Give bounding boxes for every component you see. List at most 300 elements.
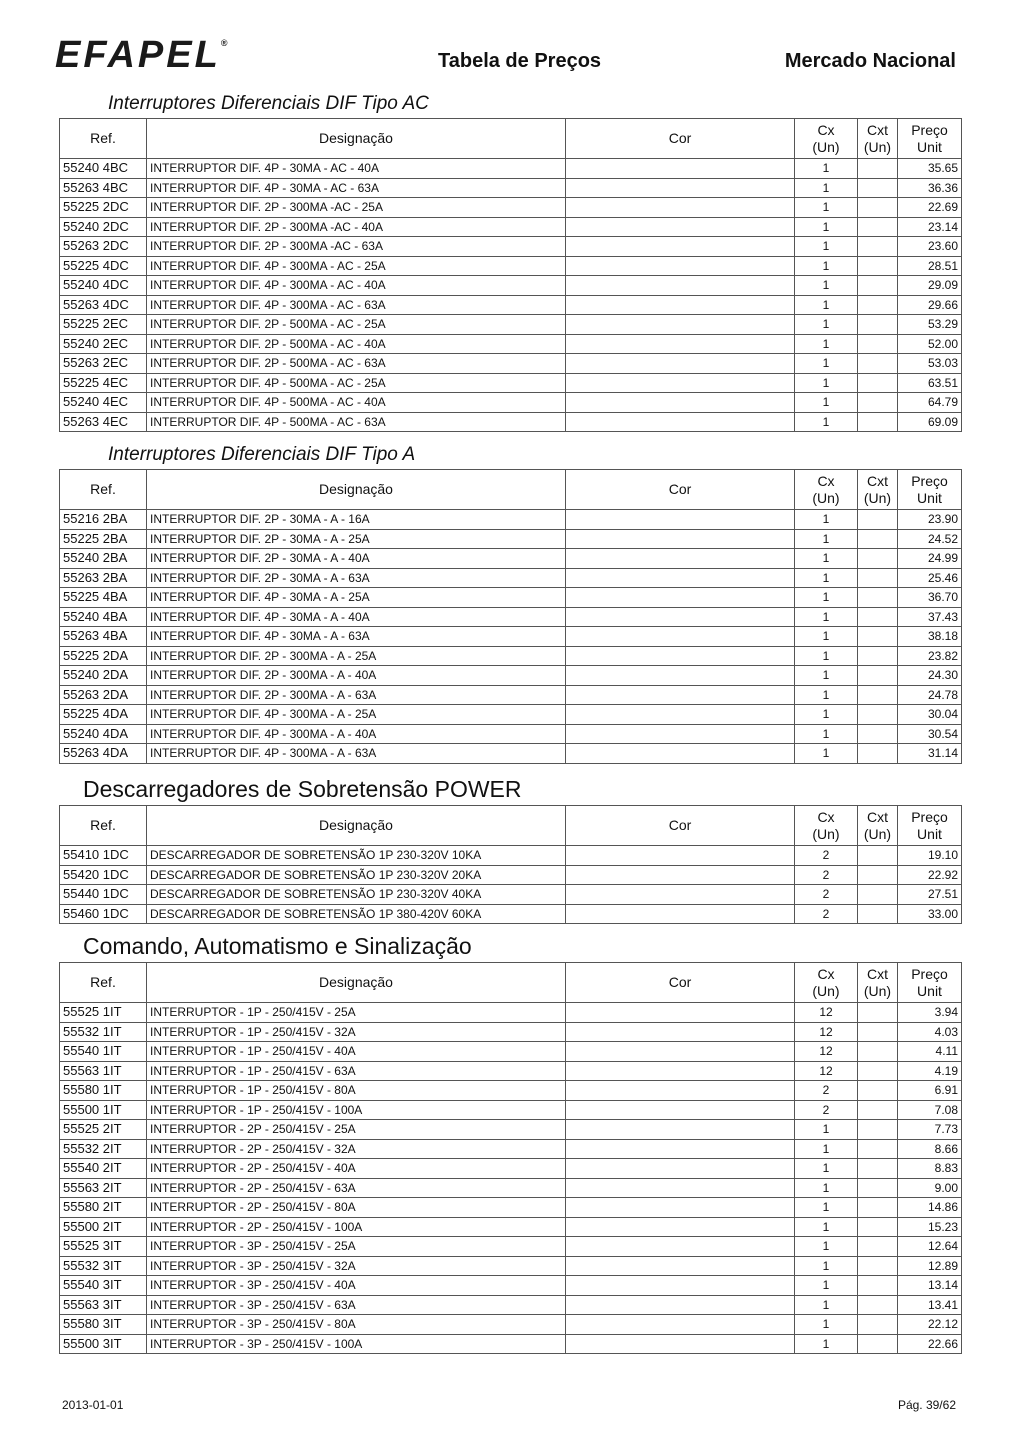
- color-cell: [566, 373, 795, 393]
- color-cell: [566, 1315, 795, 1335]
- cx-cell: 1: [795, 705, 858, 725]
- col-cxt-header-text: (Un): [863, 138, 892, 155]
- designation-cell: INTERRUPTOR - 1P - 250/415V - 100A: [147, 1100, 566, 1120]
- cx-cell: 1: [795, 1139, 858, 1159]
- designation-cell: INTERRUPTOR - 2P - 250/415V - 40A: [147, 1159, 566, 1179]
- table-row: [60, 198, 962, 218]
- col-cx-header-text: Cx: [817, 808, 835, 825]
- price-cell: 8.83: [898, 1159, 962, 1179]
- price-cell: 29.09: [898, 276, 962, 296]
- cxt-cell: [858, 865, 898, 885]
- ref-cell: 55500 2IT: [60, 1217, 147, 1237]
- ref-cell: 55263 4BC: [60, 178, 147, 198]
- designation-cell: INTERRUPTOR DIF. 4P - 500MA - AC - 25A: [147, 373, 566, 393]
- col-cx-header-text: Cx: [817, 121, 835, 138]
- price-cell: 6.91: [898, 1081, 962, 1101]
- color-cell: [566, 865, 795, 885]
- cx-cell: 1: [795, 1120, 858, 1140]
- color-cell: [566, 217, 795, 237]
- price-cell: 22.92: [898, 865, 962, 885]
- price-cell: 35.65: [898, 159, 962, 179]
- color-cell: [566, 1276, 795, 1296]
- color-cell: [566, 1139, 795, 1159]
- ref-cell: 55500 3IT: [60, 1334, 147, 1354]
- table-header-row: [60, 806, 962, 846]
- table-row: [60, 237, 962, 257]
- price-cell: 13.14: [898, 1276, 962, 1296]
- price-cell: 12.89: [898, 1256, 962, 1276]
- cx-cell: 1: [795, 354, 858, 374]
- color-cell: [566, 1178, 795, 1198]
- price-cell: 28.51: [898, 256, 962, 276]
- col-cx-header-text: Cx: [817, 965, 835, 982]
- cxt-cell: [858, 904, 898, 924]
- col-color-header: [566, 806, 795, 846]
- color-cell: [566, 393, 795, 413]
- cx-cell: 1: [795, 568, 858, 588]
- color-cell: [566, 607, 795, 627]
- cxt-cell: [858, 393, 898, 413]
- cxt-cell: [858, 646, 898, 666]
- col-cxt-header: [858, 963, 898, 1003]
- color-cell: [566, 295, 795, 315]
- cx-cell: 1: [795, 588, 858, 608]
- designation-cell: INTERRUPTOR - 1P - 250/415V - 40A: [147, 1042, 566, 1062]
- cxt-cell: [858, 510, 898, 530]
- designation-cell: INTERRUPTOR DIF. 2P - 300MA -AC - 63A: [147, 237, 566, 257]
- designation-cell: INTERRUPTOR - 2P - 250/415V - 32A: [147, 1139, 566, 1159]
- cx-cell: 2: [795, 865, 858, 885]
- price-cell: 33.00: [898, 904, 962, 924]
- color-cell: [566, 666, 795, 686]
- cxt-cell: [858, 1120, 898, 1140]
- price-cell: 9.00: [898, 1178, 962, 1198]
- col-designation-header-text: Designação: [319, 974, 393, 990]
- col-cx-header: [795, 470, 858, 510]
- page-title: Tabela de Preços: [438, 50, 602, 72]
- cx-cell: 12: [795, 1003, 858, 1023]
- table-row: [60, 1061, 962, 1081]
- col-cx-header: [795, 119, 858, 159]
- col-cx-header-text: (Un): [812, 489, 840, 506]
- table-row: [60, 295, 962, 315]
- table-row: [60, 217, 962, 237]
- designation-cell: INTERRUPTOR - 3P - 250/415V - 40A: [147, 1276, 566, 1296]
- table-row: [60, 588, 962, 608]
- table-row: [60, 393, 962, 413]
- cxt-cell: [858, 1315, 898, 1335]
- cx-cell: 1: [795, 412, 858, 432]
- price-cell: 69.09: [898, 412, 962, 432]
- designation-cell: INTERRUPTOR DIF. 2P - 300MA -AC - 25A: [147, 198, 566, 218]
- col-cx-header: [795, 963, 858, 1003]
- col-designation-header: [147, 806, 566, 846]
- col-cx-header-text: (Un): [812, 825, 840, 842]
- designation-cell: INTERRUPTOR DIF. 4P - 500MA - AC - 40A: [147, 393, 566, 413]
- cxt-cell: [858, 1042, 898, 1062]
- cx-cell: 1: [795, 256, 858, 276]
- cx-cell: 12: [795, 1042, 858, 1062]
- price-cell: 63.51: [898, 373, 962, 393]
- designation-cell: INTERRUPTOR DIF. 2P - 500MA - AC - 25A: [147, 315, 566, 335]
- col-cxt-header: [858, 806, 898, 846]
- col-color-header: [566, 470, 795, 510]
- cxt-cell: [858, 1237, 898, 1257]
- color-cell: [566, 1042, 795, 1062]
- cx-cell: 12: [795, 1061, 858, 1081]
- col-cx-header-text: (Un): [812, 138, 840, 155]
- cx-cell: 2: [795, 885, 858, 905]
- price-cell: 23.90: [898, 510, 962, 530]
- color-cell: [566, 744, 795, 764]
- cx-cell: 1: [795, 1295, 858, 1315]
- price-cell: 14.86: [898, 1198, 962, 1218]
- cx-cell: 2: [795, 846, 858, 866]
- price-cell: 3.94: [898, 1003, 962, 1023]
- col-ref-header-text: Ref.: [90, 974, 116, 990]
- designation-cell: DESCARREGADOR DE SOBRETENSÃO 1P 380-420V 60KA: [147, 904, 566, 924]
- designation-cell: INTERRUPTOR - 2P - 250/415V - 25A: [147, 1120, 566, 1140]
- cx-cell: 1: [795, 198, 858, 218]
- cx-cell: 1: [795, 529, 858, 549]
- col-ref-header: [60, 119, 147, 159]
- designation-cell: INTERRUPTOR DIF. 2P - 30MA - A - 40A: [147, 549, 566, 569]
- color-cell: [566, 237, 795, 257]
- price-cell: 22.12: [898, 1315, 962, 1335]
- col-price-header: [898, 119, 962, 159]
- cx-cell: 1: [795, 1256, 858, 1276]
- designation-cell: INTERRUPTOR DIF. 4P - 30MA - A - 63A: [147, 627, 566, 647]
- color-cell: [566, 529, 795, 549]
- cx-cell: 1: [795, 1276, 858, 1296]
- col-color-header: [566, 963, 795, 1003]
- col-ref-header: [60, 806, 147, 846]
- price-cell: 12.64: [898, 1237, 962, 1257]
- ref-cell: 55263 2DC: [60, 237, 147, 257]
- col-cxt-header: [858, 119, 898, 159]
- color-cell: [566, 904, 795, 924]
- color-cell: [566, 1120, 795, 1140]
- cx-cell: 12: [795, 1022, 858, 1042]
- cxt-cell: [858, 744, 898, 764]
- price-cell: 53.29: [898, 315, 962, 335]
- col-ref-header-text: Ref.: [90, 817, 116, 833]
- cx-cell: 2: [795, 1081, 858, 1101]
- section-1: [59, 441, 961, 764]
- cxt-cell: [858, 568, 898, 588]
- color-cell: [566, 705, 795, 725]
- designation-cell: INTERRUPTOR DIF. 4P - 300MA - AC - 25A: [147, 256, 566, 276]
- cxt-cell: [858, 178, 898, 198]
- color-cell: [566, 1100, 795, 1120]
- designation-cell: INTERRUPTOR DIF. 2P - 500MA - AC - 63A: [147, 354, 566, 374]
- table-row: [60, 705, 962, 725]
- designation-cell: DESCARREGADOR DE SOBRETENSÃO 1P 230-320V 40KA: [147, 885, 566, 905]
- cx-cell: 1: [795, 393, 858, 413]
- ref-cell: 55240 2DA: [60, 666, 147, 686]
- ref-cell: 55240 2DC: [60, 217, 147, 237]
- table-row: [60, 1159, 962, 1179]
- table-row: [60, 1139, 962, 1159]
- col-designation-header: [147, 119, 566, 159]
- table-row: [60, 865, 962, 885]
- table-row: [60, 1120, 962, 1140]
- table-row: [60, 646, 962, 666]
- col-cxt-header: [858, 470, 898, 510]
- ref-cell: 55410 1DC: [60, 846, 147, 866]
- designation-cell: INTERRUPTOR DIF. 4P - 300MA - A - 40A: [147, 724, 566, 744]
- price-cell: 24.78: [898, 685, 962, 705]
- color-cell: [566, 627, 795, 647]
- ref-cell: 55225 2BA: [60, 529, 147, 549]
- cx-cell: 2: [795, 1100, 858, 1120]
- color-cell: [566, 1159, 795, 1179]
- designation-cell: DESCARREGADOR DE SOBRETENSÃO 1P 230-320V 10KA: [147, 846, 566, 866]
- designation-cell: INTERRUPTOR - 2P - 250/415V - 100A: [147, 1217, 566, 1237]
- col-cx-header: [795, 806, 858, 846]
- ref-cell: 55540 1IT: [60, 1042, 147, 1062]
- ref-cell: 55225 4BA: [60, 588, 147, 608]
- cxt-cell: [858, 1334, 898, 1354]
- cx-cell: 1: [795, 1315, 858, 1335]
- table-row: [60, 315, 962, 335]
- cxt-cell: [858, 1256, 898, 1276]
- price-cell: 25.46: [898, 568, 962, 588]
- table-row: [60, 1178, 962, 1198]
- section-2: [59, 773, 961, 924]
- col-designation-header: [147, 470, 566, 510]
- ref-cell: 55580 3IT: [60, 1315, 147, 1335]
- cx-cell: 1: [795, 1159, 858, 1179]
- designation-cell: INTERRUPTOR DIF. 4P - 30MA - A - 40A: [147, 607, 566, 627]
- color-cell: [566, 256, 795, 276]
- ref-cell: 55240 4DC: [60, 276, 147, 296]
- cxt-cell: [858, 885, 898, 905]
- designation-cell: INTERRUPTOR DIF. 2P - 300MA - A - 25A: [147, 646, 566, 666]
- color-cell: [566, 1334, 795, 1354]
- cxt-cell: [858, 295, 898, 315]
- col-cxt-header-text: Cxt: [867, 808, 888, 825]
- table-row: [60, 904, 962, 924]
- ref-cell: 55440 1DC: [60, 885, 147, 905]
- price-cell: 23.14: [898, 217, 962, 237]
- color-cell: [566, 1003, 795, 1023]
- col-price-header-text: Unit: [917, 825, 942, 842]
- cxt-cell: [858, 549, 898, 569]
- ref-cell: 55500 1IT: [60, 1100, 147, 1120]
- designation-cell: INTERRUPTOR - 3P - 250/415V - 25A: [147, 1237, 566, 1257]
- col-price-header-text: Preço: [911, 472, 948, 489]
- cx-cell: 1: [795, 724, 858, 744]
- cxt-cell: [858, 588, 898, 608]
- section-title: Comando, Automatismo e Sinalização: [83, 933, 472, 959]
- table-row: [60, 354, 962, 374]
- cxt-cell: [858, 1295, 898, 1315]
- designation-cell: INTERRUPTOR - 3P - 250/415V - 100A: [147, 1334, 566, 1354]
- table-row: [60, 1042, 962, 1062]
- table-row: [60, 549, 962, 569]
- col-price-header-text: Preço: [911, 121, 948, 138]
- price-cell: 7.73: [898, 1120, 962, 1140]
- page-number: Pág. 39/62: [897, 1398, 956, 1412]
- col-ref-header: [60, 963, 147, 1003]
- ref-cell: 55263 2BA: [60, 568, 147, 588]
- color-cell: [566, 568, 795, 588]
- table-row: [60, 1315, 962, 1335]
- cx-cell: 1: [795, 1217, 858, 1237]
- cx-cell: 1: [795, 315, 858, 335]
- col-cxt-header-text: (Un): [863, 982, 892, 999]
- col-color-header-text: Cor: [668, 481, 692, 497]
- price-cell: 27.51: [898, 885, 962, 905]
- ref-cell: 55563 3IT: [60, 1295, 147, 1315]
- col-cxt-header-text: Cxt: [867, 472, 888, 489]
- ref-cell: 55240 2BA: [60, 549, 147, 569]
- designation-cell: INTERRUPTOR DIF. 2P - 30MA - A - 63A: [147, 568, 566, 588]
- ref-cell: 55225 4DA: [60, 705, 147, 725]
- table-row: [60, 256, 962, 276]
- price-cell: 36.70: [898, 588, 962, 608]
- designation-cell: INTERRUPTOR - 2P - 250/415V - 80A: [147, 1198, 566, 1218]
- price-cell: 38.18: [898, 627, 962, 647]
- col-price-header: [898, 806, 962, 846]
- efapel-logo: EFAPEL®: [55, 34, 228, 76]
- cxt-cell: [858, 1100, 898, 1120]
- table-row: [60, 627, 962, 647]
- table-row: [60, 1003, 962, 1023]
- cxt-cell: [858, 315, 898, 335]
- ref-cell: 55563 2IT: [60, 1178, 147, 1198]
- designation-cell: INTERRUPTOR DIF. 2P - 500MA - AC - 40A: [147, 334, 566, 354]
- color-cell: [566, 1237, 795, 1257]
- cx-cell: 1: [795, 549, 858, 569]
- color-cell: [566, 685, 795, 705]
- cxt-cell: [858, 276, 898, 296]
- designation-cell: DESCARREGADOR DE SOBRETENSÃO 1P 230-320V 20KA: [147, 865, 566, 885]
- table-row: [60, 529, 962, 549]
- col-ref-header: [60, 470, 147, 510]
- designation-cell: INTERRUPTOR DIF. 2P - 30MA - A - 25A: [147, 529, 566, 549]
- ref-cell: 55525 2IT: [60, 1120, 147, 1140]
- cxt-cell: [858, 256, 898, 276]
- color-cell: [566, 549, 795, 569]
- cx-cell: 1: [795, 510, 858, 530]
- designation-cell: INTERRUPTOR - 2P - 250/415V - 63A: [147, 1178, 566, 1198]
- section-0: [59, 90, 961, 432]
- designation-cell: INTERRUPTOR DIF. 2P - 300MA -AC - 40A: [147, 217, 566, 237]
- color-cell: [566, 315, 795, 335]
- cx-cell: 1: [795, 159, 858, 179]
- cx-cell: 1: [795, 607, 858, 627]
- ref-cell: 55240 4DA: [60, 724, 147, 744]
- price-cell: 8.66: [898, 1139, 962, 1159]
- cxt-cell: [858, 685, 898, 705]
- ref-cell: 55240 4BA: [60, 607, 147, 627]
- col-designation-header-text: Designação: [319, 481, 393, 497]
- designation-cell: INTERRUPTOR DIF. 4P - 300MA - A - 63A: [147, 744, 566, 764]
- ref-cell: 55532 3IT: [60, 1256, 147, 1276]
- ref-cell: 55263 4DA: [60, 744, 147, 764]
- table-header-row: [60, 963, 962, 1003]
- color-cell: [566, 646, 795, 666]
- cx-cell: 1: [795, 1237, 858, 1257]
- cxt-cell: [858, 237, 898, 257]
- table-row: [60, 159, 962, 179]
- color-cell: [566, 1061, 795, 1081]
- table-header-row: [60, 470, 962, 510]
- cx-cell: 2: [795, 904, 858, 924]
- col-cx-header-text: (Un): [812, 982, 840, 999]
- cxt-cell: [858, 412, 898, 432]
- table-row: [60, 1198, 962, 1218]
- col-price-header-text: Preço: [911, 965, 948, 982]
- col-cxt-header-text: (Un): [863, 489, 892, 506]
- price-cell: 24.30: [898, 666, 962, 686]
- price-cell: 4.03: [898, 1022, 962, 1042]
- designation-cell: INTERRUPTOR DIF. 2P - 300MA - A - 63A: [147, 685, 566, 705]
- designation-cell: INTERRUPTOR DIF. 4P - 300MA - AC - 40A: [147, 276, 566, 296]
- table-row: [60, 334, 962, 354]
- cx-cell: 1: [795, 276, 858, 296]
- price-cell: 4.11: [898, 1042, 962, 1062]
- cxt-cell: [858, 354, 898, 374]
- col-designation-header: [147, 963, 566, 1003]
- color-cell: [566, 846, 795, 866]
- market-label: Mercado Nacional: [784, 50, 956, 72]
- designation-cell: INTERRUPTOR DIF. 4P - 30MA - A - 25A: [147, 588, 566, 608]
- section-title: Descarregadores de Sobretensão POWER: [83, 776, 522, 802]
- col-cxt-header-text: Cxt: [867, 965, 888, 982]
- price-cell: 64.79: [898, 393, 962, 413]
- price-cell: 19.10: [898, 846, 962, 866]
- cxt-cell: [858, 1198, 898, 1218]
- table-row: [60, 846, 962, 866]
- section-title: Interruptores Diferenciais DIF Tipo AC: [108, 93, 429, 114]
- table-row: [60, 744, 962, 764]
- table-row: [60, 1022, 962, 1042]
- table-header-row: [60, 119, 962, 159]
- color-cell: [566, 334, 795, 354]
- table-row: [60, 412, 962, 432]
- price-cell: 24.52: [898, 529, 962, 549]
- cxt-cell: [858, 529, 898, 549]
- cx-cell: 1: [795, 373, 858, 393]
- ref-cell: 55240 4EC: [60, 393, 147, 413]
- color-cell: [566, 588, 795, 608]
- ref-cell: 55563 1IT: [60, 1061, 147, 1081]
- table-row: [60, 568, 962, 588]
- table-row: [60, 276, 962, 296]
- ref-cell: 55263 2EC: [60, 354, 147, 374]
- col-color-header-text: Cor: [668, 974, 692, 990]
- table-row: [60, 178, 962, 198]
- color-cell: [566, 1217, 795, 1237]
- cx-cell: 1: [795, 1334, 858, 1354]
- table-row: [60, 1276, 962, 1296]
- price-cell: 36.36: [898, 178, 962, 198]
- cx-cell: 1: [795, 295, 858, 315]
- color-cell: [566, 510, 795, 530]
- col-price-header: [898, 963, 962, 1003]
- col-designation-header-text: Designação: [319, 130, 393, 146]
- ref-cell: 55263 4BA: [60, 627, 147, 647]
- designation-cell: INTERRUPTOR DIF. 2P - 300MA - A - 40A: [147, 666, 566, 686]
- price-cell: 30.04: [898, 705, 962, 725]
- table-row: [60, 685, 962, 705]
- designation-cell: INTERRUPTOR - 3P - 250/415V - 80A: [147, 1315, 566, 1335]
- color-cell: [566, 159, 795, 179]
- ref-cell: 55532 2IT: [60, 1139, 147, 1159]
